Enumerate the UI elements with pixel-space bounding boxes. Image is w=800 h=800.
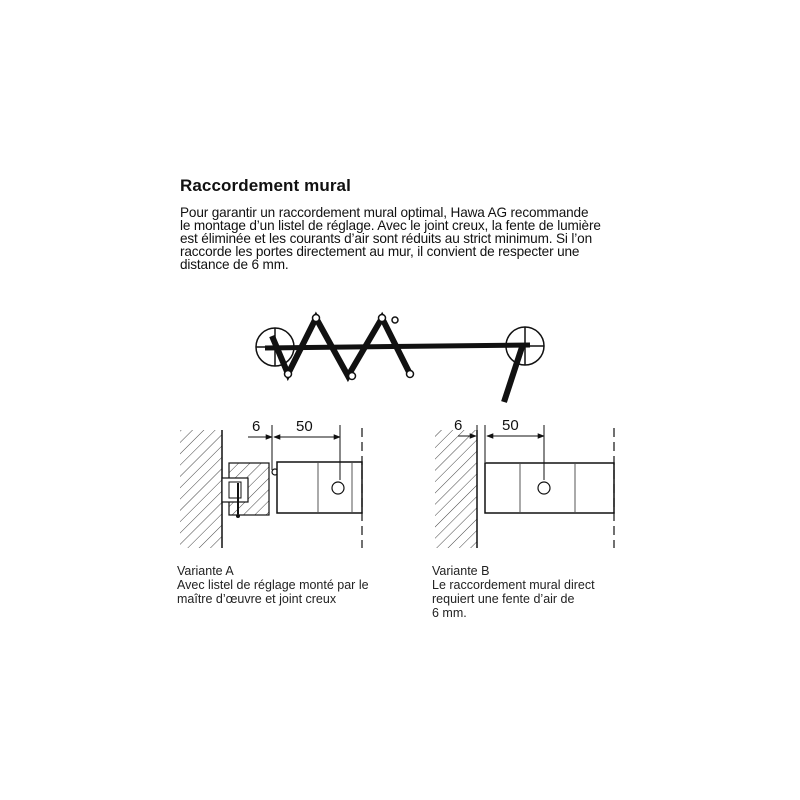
dim-gap-a: 6 <box>252 418 261 435</box>
wall-hatch-b <box>435 430 477 548</box>
paragraph-line: le montage d’un listel de réglage. Avec le joint creux, la fente de lumière <box>180 218 601 233</box>
wall-hatch-a <box>180 430 222 548</box>
dim-panel-b: 50 <box>502 417 519 434</box>
caption-line: maître d’œuvre et joint creux <box>177 592 337 606</box>
caption-line: Variante A <box>177 564 234 578</box>
handle-hole-a <box>332 482 344 494</box>
paragraph-line: est éliminée et les courants d’air sont réduits au strict minimum. Si l’on <box>180 231 592 246</box>
paragraph-line: distance de 6 mm. <box>180 257 289 272</box>
dim-panel-a: 50 <box>296 418 313 435</box>
variant-a-detail <box>180 418 362 548</box>
folding-door-plan <box>256 315 544 403</box>
dim-gap-b: 6 <box>454 417 463 434</box>
caption-line: 6 mm. <box>432 606 467 620</box>
paragraph-line: raccorde les portes directement au mur, il convient de respecter une <box>180 244 580 259</box>
caption-line: Avec listel de réglage monté par le <box>177 578 369 592</box>
caption-line: requiert une fente d’air de <box>432 592 575 606</box>
caption-variant-a <box>177 564 369 606</box>
section-title: Raccordement mural <box>180 176 351 195</box>
paragraph-line: Pour garantir un raccordement mural optimal, Hawa AG recommande <box>180 205 589 220</box>
door-panel-a <box>277 462 362 513</box>
caption-variant-b <box>432 564 595 620</box>
caption-line: Variante B <box>432 564 490 578</box>
caption-line: Le raccordement mural direct <box>432 578 595 592</box>
handle-hole-b <box>538 482 550 494</box>
variant-b-detail <box>435 417 614 548</box>
